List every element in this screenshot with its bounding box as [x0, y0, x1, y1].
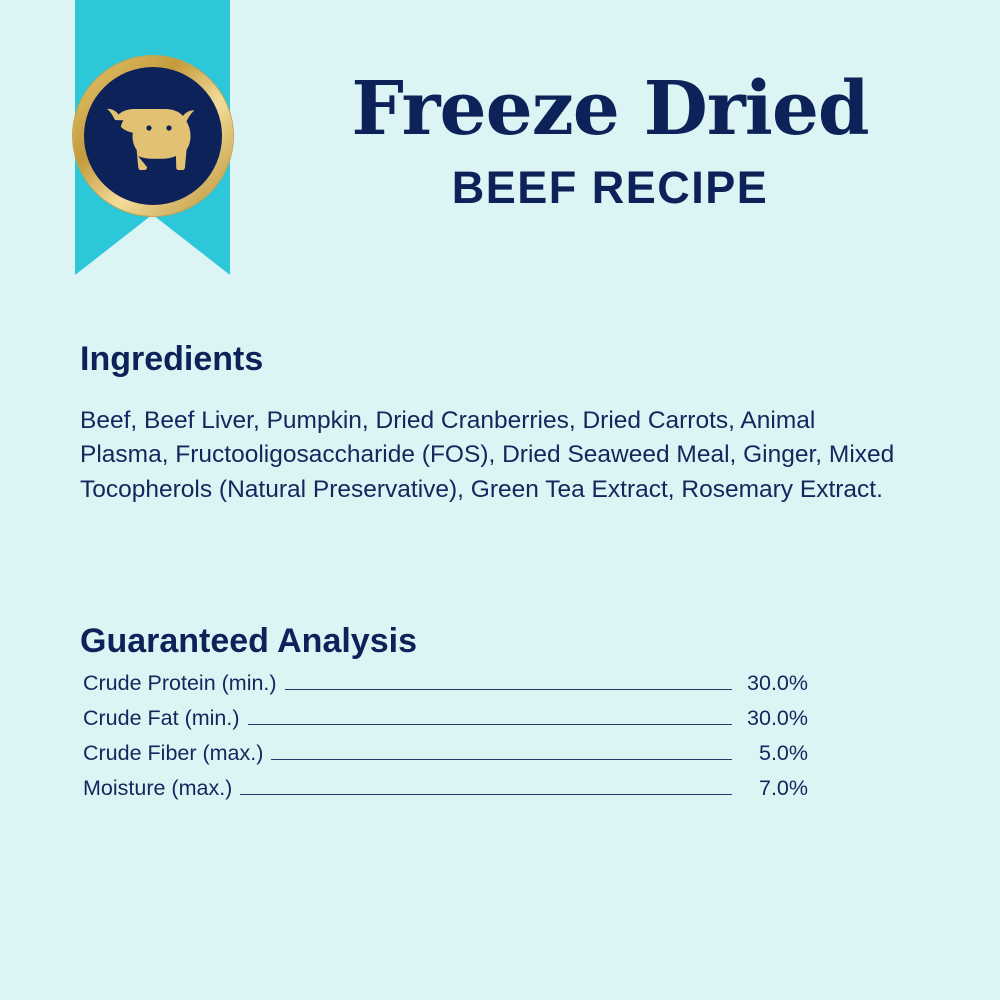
cow-icon — [101, 98, 205, 174]
analysis-label: Crude Fat (min.) — [83, 706, 240, 730]
product-title: Freeze Dried — [351, 66, 869, 152]
table-row — [83, 776, 808, 811]
leader-line — [248, 724, 732, 725]
analysis-label: Crude Protein (min.) — [83, 671, 277, 695]
header — [0, 0, 1000, 300]
analysis-value: 7.0% — [758, 776, 808, 800]
analysis-value: 5.0% — [758, 741, 808, 765]
guaranteed-analysis-table — [83, 671, 808, 811]
medallion-inner — [84, 67, 222, 205]
ingredients-heading: Ingredients — [80, 340, 264, 378]
leader-line — [271, 759, 732, 760]
leader-line — [240, 794, 732, 795]
guaranteed-analysis-heading: Guaranteed Analysis — [80, 622, 417, 660]
table-row — [83, 741, 808, 776]
brand-medallion — [73, 56, 233, 216]
ingredients-text: Beef, Beef Liver, Pumpkin, Dried Cranberries, Dried Carrots, Animal Plasma, Fructooligosaccharide (FOS), Dried Seaweed Meal, Ginger, Mixed Tocopherols (Natural Preservative), Green Tea Extract, Rosemary Extract. — [80, 406, 895, 504]
analysis-value: 30.0% — [747, 706, 808, 730]
title-block — [280, 66, 940, 214]
analysis-label: Moisture (max.) — [83, 776, 233, 800]
ingredients-section — [80, 340, 920, 532]
product-subtitle: BEEF RECIPE — [451, 162, 769, 213]
analysis-label: Crude Fiber (max.) — [83, 741, 264, 765]
guaranteed-analysis-section — [80, 622, 920, 811]
leader-line — [285, 689, 732, 690]
analysis-value: 30.0% — [747, 671, 808, 695]
table-row — [83, 706, 808, 741]
table-row — [83, 671, 808, 706]
